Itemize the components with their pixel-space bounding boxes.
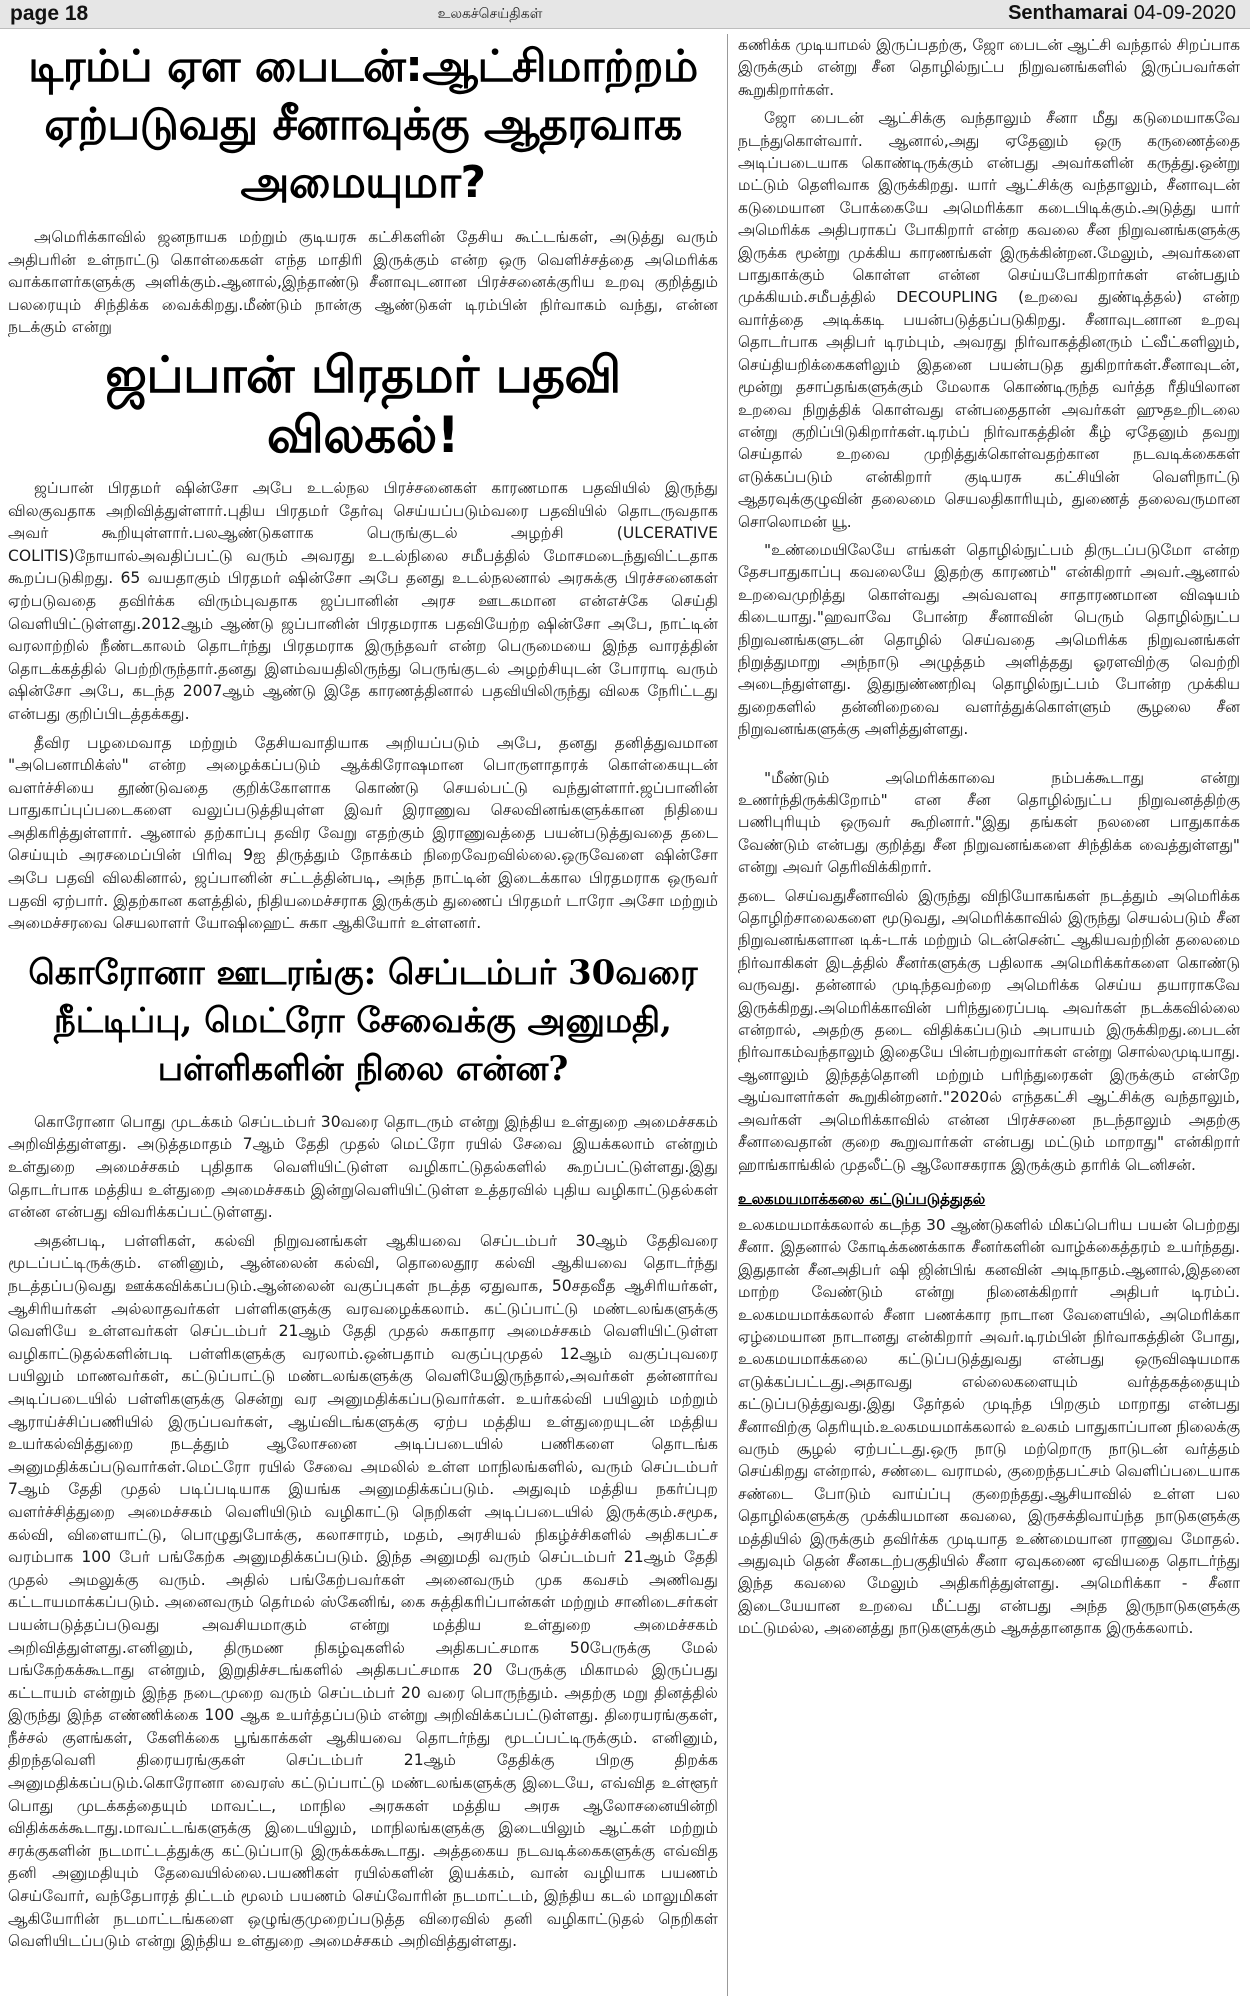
right-column xyxy=(738,34,1240,1994)
page-header xyxy=(0,0,1250,29)
page-number: page 18 xyxy=(10,2,89,25)
article2-headline: ஜப்பான் பிரதமர் பதவி விலகல்! xyxy=(105,345,621,464)
article2-paragraph-2: தீவிர பழமைவாத மற்றும் தேசியவாதியாக அறியப்படும் அபே, தனது தனித்துவமான "அபெனாமிக்ஸ்" என்ற அழைக்கப்படும் ஆக்கிரோஷமான பொருளாதாரக் கொள்கையுடன் வளர்ச்சியை தூண்டுவதை குறிக்கோளாக கொண்டு செயல்பட்டு வந்துள்ளார்.ஜப்பானின் பாதுகாப்புப்படைகளை வலுப்படுத்தியுள்ள இவர் இராணுவ செலவினங்களுக்கான நிதியை அதிகரித்துள்ளார். ஆனால் தற்காப்பு தவிர வேறு எதற்கும் இராணுவத்தை பயன்படுத்துவதை தடை செய்யும் அரசமைப்பின் பிரிவு 9ஐ திருத்தும் நோக்கம் நிறைவேறவில்லை.ஒருவேளை ஷின்சோ அபே பதவி விலகினால், ஜப்பானின் சட்டத்தின்படி, அந்த நாட்டின் இடைக்கால பிரதமராக ஒருவர் பதவி ஏற்பார். இதற்கான களத்தில், நிதியமைச்சராக இருக்கும் துணைப் பிரதமர் டாரோ அசோ மற்றும் அமைச்சரவை செயலாளர் யோஷிஹைட் சுகா ஆகியோர் உள்ளனர். xyxy=(8,733,718,933)
article3-paragraph-1: கொரோனா பொது முடக்கம் செப்டம்பர் 30வரை தொடரும் என்று இந்திய உள்துறை அமைச்சகம் அறிவித்துள்ளது. அடுத்தமாதம் 7ஆம் தேதி முதல் மெட்ரோ ரயில் சேவை இயக்கலாம் என்றும் உள்துறை அமைச்சகம் புதிதாக வெளியிட்டுள்ள வழிகாட்டுதல்களில் கூறப்பட்டுள்ளது.இது தொடர்பாக மத்திய உள்துறை அமைச்சகம் இன்றுவெளியிட்டுள்ள உத்தரவில் புதிய வழிகாட்டுதல்கள் என்ன என்பது விவரிக்கப்பட்டுள்ளது. xyxy=(8,1112,718,1222)
article3-headline: கொரோனா ஊடரங்கு: செப்டம்பர் 30வரை நீட்டிப்பு, மெட்ரோ சேவைக்கு அனுமதி, பள்ளிகளின் நிலை என்ன? xyxy=(28,952,698,1089)
left-column xyxy=(8,36,718,1994)
issue-date: 04-09-2020 xyxy=(1133,2,1236,24)
section-title: உலகச்செய்திகள் xyxy=(437,6,543,22)
column-divider xyxy=(727,34,728,1996)
article2-paragraph-1: ஜப்பான் பிரதமர் ஷின்சோ அபே உடல்நல பிரச்சனைகள் காரணமாக பதவியில் இருந்து விலகுவதாக அறிவித்துள்ளார்.புதிய பிரதமர் தேர்வு செய்யப்படும்வரை பதவியில் தொடருவதாக அவர் கூறியுள்ளார்.பலஆண்டுகளாக பெருங்குடல் அழற்சி (ULCERATIVE COLITIS)நோயால்அவதிப்பட்டு வரும் அவரது உடல்நிலை சமீபத்தில் மோசமடைந்துவிட்டதாக கூறப்படுகிறது. 65 வயதாகும் பிரதமர் ஷின்சோ அபே தனது உடல்நலனால் அரசுக்கு பிரச்சனைகள் ஏற்படுவதை தவிர்க்க விரும்புவதாக ஜப்பானின் அரச ஊடகமான என்எச்கே செய்தி வெளியிட்டுள்ளது.2012ஆம் ஆண்டு ஜப்பானின் பிரதமராக பதவியேற்ற ஷின்சோ அபே, நாட்டின் வரலாற்றில் நீண்டகாலம் தொடர்ந்து பிரதமராக இருந்தவர் என்ற பெருமையை இந்த வாரத்தின் தொடக்கத்தில் பெற்றிருந்தார்.தனது இளம்வயதிலிருந்து பெருங்குடல் அழற்சியுடன் போராடி வரும் ஷின்சோ அபே, கடந்த 2007ஆம் ஆண்டு இதே காரணத்தினால் பதவியிலிருந்து விலக நேரிட்டது என்பது குறிப்பிடத்தக்கது. xyxy=(8,478,718,723)
article1-continued-2: ஜோ பைடன் ஆட்சிக்கு வந்தாலும் சீனா மீது கடுமையாகவே நடந்துகொள்வார். ஆனால்,அது ஏதேனும் ஒரு கருணைத்தை அடிப்படையாக கொண்டிருக்கும் என்பது அவர்களின் கருத்து.ஒன்று மட்டும் தெளிவாக இருக்கிறது. யார் ஆட்சிக்கு வந்தாலும், சீனாவுடன் கடுமையான போக்கையே அமெரிக்கா கடைபிடிக்கும்.அடுத்து யார் அமெரிக்க அதிபராகப் போகிறார் என்ற கவலை சீன நிறுவனங்களுக்கு இருக்க மூன்று முக்கிய காரணங்கள் இருக்கின்றன.மேலும், அவர்களை பாதுகாக்கும் கொள்ள என்ன செய்யபோகிறார்கள் என்பதும் முக்கியம்.சமீபத்தில் DECOUPLING (உறவை துண்டித்தல்) என்ற வார்த்தை அடிக்கடி பயன்படுத்தப்படுகிறது. சீனாவுடனான உறவு தொடர்பாக அதிபர் டிரம்பும், அவரது நிர்வாகத்தினரும் ட்வீட்களிலும், செய்தியறிக்கைகளிலும் இதனை பயன்படுத துகிறார்கள்.சீனாவுடன், மூன்று தசாப்தங்களுக்கும் மேலாக கொண்டிருந்த வர்த்த ரீதியிலான உறவை நிறுத்திக் கொள்வது என்பதைதான் அவர்கள் ஹுதஉறிடலை என்று குறிப்பிடுகிறார்கள்.டிரம்ப் நிர்வாகத்தின் கீழ் ஏதேனும் தவறு செய்தால் உறவை முறித்துக்கொள்வதற்கான நடவடிக்கைகள் எடுக்கப்படும் என்கிறார் குடியரசு கட்சியின் வெளிநாட்டு ஆதரவுக்குழுவின் தலைமை செயலதிகாரியும், துணைத் தலைவருமான சொலொமன் யூ. xyxy=(738,109,1240,531)
article1-continued-3: "உண்மையிலேயே எங்கள் தொழில்நுட்பம் திருடப்படுமோ என்ற தேசபாதுகாப்பு கவலையே இதற்கு காரணம்" என்கிறார் அவர்.ஆனால் உறவைமுறித்து கொள்வது அவ்வளவு சாதாரணமான விஷயம் கிடையாது."ஹவாவே போன்ற சீனாவின் பெரும் தொழில்நுட்ப நிறுவனங்களுடன் தொழில் செய்வதை அமெரிக்க நிறுவனங்கள் நிறுத்துமாறு அந்நாடு அழுத்தம் அளித்தது ஓரளவிற்கு வெற்றி அடைந்துள்ளது. இதுநுண்ணறிவு தொழில்நுட்பம் போன்ற முக்கிய துறைகளில் தன்னிறைவை வளர்த்துக்கொள்ளும் சூழலை சீன நிறுவனங்களுக்கு அளித்துள்ளது. xyxy=(738,540,1240,739)
article1-subheading: உலகமயமாக்கலை கட்டுப்படுத்துதல் xyxy=(738,1189,986,1208)
publication-name: Senthamarai xyxy=(1008,2,1129,24)
article1-paragraph-1: அமெரிக்காவில் ஜனநாயக மற்றும் குடியரசு கட்சிகளின் தேசிய கூட்டங்கள், அடுத்து வரும் அதிபரின் உள்நாட்டு கொள்கைகள் எந்த மாதிரி இருக்கும் என்ற ஒரு வெளிச்சத்தை அமெரிக்க வாக்காளர்களுக்கு அளிக்கும்.ஆனால்,இந்தாண்டு சீனாவுடனான பிரச்சனைக்குரிய உறவு குறித்தும் பலரையும் சிந்திக்க வைக்கிறது.மீண்டும் நான்கு ஆண்டுகள் டிரம்பின் நிர்வாகம் வந்து, என்ன நடக்கும் என்று xyxy=(8,228,718,337)
article1-sub-paragraph-1: உலகமயமாக்கலால் கடந்த 30 ஆண்டுகளில் மிகப்பெரிய பயன் பெற்றது சீனா. இதனால் கோடிக்கணக்காக சீனர்களின் வாழ்க்கைத்தரம் உயர்ந்தது. இதுதான் சீனஅதிபர் ஷி ஜின்பிங் கனவின் அடிநாதம்.ஆனால்,இதனை மாற்ற வேண்டும் என்று நினைக்கிறார் அதிபர் டிரம்ப். உலகமயமாக்கலால் சீனா பணக்கார நாடான வேளையில், அமெரிக்கா ஏழ்மையான நாடானது என்கிறார் அவர்.டிரம்பின் நிர்வாகத்தின் போது, உலகமயமாக்கலை கட்டுப்படுத்துவது என்பது ஒருவிஷயமாக எடுக்கப்பட்டது.அதாவது எல்லைகளையும் வர்த்தகத்தையும் கட்டுப்படுத்துவது.இது தேர்தல் முடிந்த பிறகும் மாறாது என்பது சீனாவிற்கு தெரியும்.உலகமயமாக்கலால் உலகம் பாதுகாப்பான நிலைக்கு வரும் சூழல் ஏற்பட்டது.ஒரு நாடு மற்றொரு நாடுடன் வர்த்தம் செய்கிறது என்றால், சண்டை வராமல், குறைந்தபட்சம் வெளிப்படையாக சண்டை போடும் வாய்ப்பு குறைந்தது.ஆசியாவில் உள்ள பல தொழில்களுக்கு முக்கியமான கவலை, இருசக்திவாய்ந்த நாடுகளுக்கு மத்தியில் இருக்கும் தவிர்க்க முடியாத உண்மையான ராணுவ மோதல். அதுவும் தென் சீனகடற்பகுதியில் சீனா ஏவுகணை ஏவியதை தொடர்ந்து இந்த கவலை மேலும் அதிகரித்துள்ளது. அமெரிக்கா - சீனா இடையேயான உறவை மீட்பது என்பது அந்த இருநாடுகளுக்கு மட்டுமல்ல, அனைத்து நாடுகளுக்கும் ஆசுத்தானதாக இருக்கலாம். xyxy=(738,1215,1240,1638)
article1-headline: டிரம்ப் ஏள பைடன்:ஆட்சிமாற்றம் ஏற்படுவது சீனாவுக்கு ஆதரவாக அமையுமா? xyxy=(28,41,698,208)
paragraph-gap xyxy=(738,747,1240,767)
masthead-date xyxy=(1008,2,1236,25)
article1-continued-1: கணிக்க முடியாமல் இருப்பதற்கு, ஜோ பைடன் ஆட்சி வந்தால் சிறப்பாக இருக்கும் என்று சீன தொழில்நுட்ப நிறுவனங்களில் இருப்பவர்கள் கூறுகிறார்கள். xyxy=(738,36,1240,99)
article3-paragraph-2: அதன்படி, பள்ளிகள், கல்வி நிறுவனங்கள் ஆகியவை செப்டம்பர் 30ஆம் தேதிவரை மூடப்பட்டிருக்கும். எனினும், ஆன்லைன் கல்வி, தொலைதூர கல்வி ஆகியவை தொடர்ந்து நடத்தப்படுவது ஊக்கவிக்கப்படும்.ஆன்லைன் வகுப்புகள் நடத்த ஏதுவாக, 50சதவீத ஆசிரியர்கள், ஆசிரியர்கள் அல்லாதவர்கள் பள்ளிகளுக்கு வரவழைக்கலாம். கட்டுப்பாட்டு மண்டலங்களுக்கு வெளியே உள்ளவர்கள் செப்டம்பர் 21ஆம் தேதி முதல் சுகாதார அமைச்சகம் வெளியிட்டுள்ள வழிகாட்டுதல்களின்படி பள்ளிகளுக்கு வரலாம்.ஒன்பதாம் வகுப்புமுதல் 12ஆம் வகுப்புவரை பயிலும் மாணவர்கள், கட்டுப்பாட்டு மண்டலங்களுக்கு வெளியேஇருந்தால்,அவர்கள் தன்னார்வ அடிப்படையில் பள்ளிகளுக்கு சென்று வர அனுமதிக்கப்படுவார்கள். உயர்கல்வி பயிலும் மற்றும் ஆராய்ச்சிப்பணியில் இருப்பவர்கள், ஆய்விடங்களுக்கு ஏற்ப மத்திய உள்துறையுடன் மத்திய உயர்கல்வித்துறை நடத்தும் ஆலோசனை அடிப்படையில் பணிகளை தொடங்க அனுமதிக்கப்படுவார்கள்.மெட்ரோ ரயில் சேவை அமலில் உள்ள மாநிலங்களில், வரும் செப்டம்பர் 7ஆம் தேதி முதல் படிப்படியாக இயங்க அனுமதிக்கப்படும். அதுவும் மத்திய நகர்ப்புற வளர்ச்சித்துறை அமைச்சகம் வெளியிடும் வழிகாட்டு நெறிகள் அடிப்படையில் இருக்கும்.சமூக, கல்வி, விளையாட்டு, பொழுதுபோக்கு, கலாசாரம், மதம், அரசியல் நிகழ்ச்சிகளில் அதிகபட்ச வரம்பாக 100 பேர் பங்கேற்க அனுமதிக்கப்படும். இந்த அனுமதி வரும் செப்டம்பர் 21ஆம் தேதி முதல் அமலுக்கு வரும். அதில் பங்கேற்பவர்கள் அனைவரும் முக கவசம் அணிவது கட்டாயமாக்கப்படும். அனைவரும் தெர்மல் ஸ்கேனிங், கை சுத்திகரிப்பான்கள் மற்றும் சானிடைசர்கள் பயன்படுத்தப்படுவது அவசியமாகும் என்று மத்திய உள்துறை அமைச்சகம் அறிவித்துள்ளது.எனினும், திருமண நிகழ்வுகளில் அதிகபட்சமாக 50பேருக்கு மேல் பங்கேற்கக்கூடாது என்றும், இறுதிச்சடங்களில் அதிகபட்சமாக 20 பேருக்கு மிகாமல் இருப்பது கட்டாயம் என்றும் இந்த நடைமுறை வரும் செப்டம்பர் 20 வரை பொருந்தும். அதற்கு மறு தினத்தில் இருந்து இந்த எண்ணிக்கை 100 ஆக உயர்த்தப்படும் என்று அறிவிக்கப்பட்டுள்ளது. திரையரங்குகள், நீச்சல் குளங்கள், கேளிக்கை பூங்காக்கள் ஆகியவை தொடர்ந்து மூடப்பட்டிருக்கும். எனினும், திறந்தவெளி திரையரங்குகள் செப்டம்பர் 21ஆம் தேதிக்கு பிறகு திறக்க அனுமதிக்கப்படும்.கொரோனா வைரஸ் கட்டுப்பாட்டு மண்டலங்களுக்கு இடையே, எவ்வித உள்ளூர் பொது முடக்கத்தையும் மாவட்ட, மாநில அரசுகள் மத்திய அரசு ஆலோசனையின்றி விதிக்கக்கூடாது.மாவட்டங்களுக்கு இடையிலும், மாநிலங்களுக்கு இடையிலும் ஆட்கள் மற்றும் சரக்குகளின் நடமாட்டத்துக்கு கட்டுப்பாடு இருக்கக்கூடாது. அத்தகைய நடவடிக்கைகளுக்கு எவ்வித தனி அனுமதியும் தேவையில்லை.பயணிகள் ரயில்களின் இயக்கம், வான் வழியாக பயணம் செய்வோர், வந்தேபாரத் திட்டம் மூலம் பயணம் செய்வோரின் நடமாட்டம், இந்திய கடல் மாலுமிகள் ஆகியோரின் நடமாட்டங்களை ஒழுங்குமுறைப்படுத்த விரைவில் தனி வழிகாட்டுதல் நெறிகள் வெளியிடப்படும் என்று இந்திய உள்துறை அமைச்சகம் அறிவித்துள்ளது. xyxy=(8,1231,718,1951)
article1-continued-5: தடை செய்வதுசீனாவில் இருந்து விநியோகங்கள் நடத்தும் அமெரிக்க தொழிற்சாலைகளை மூடுவது, அமெரிக்காவில் இருந்து செயல்படும் சீன நிறுவனங்களான டிக்-டாக் மற்றும் டென்சென்ட் ஆகியவற்றின் தலைமை நிர்வாகிகள் இடத்தில் சீனர்களுக்கு பதிலாக அமெரிக்கர்களை கொண்டு வருவது. தன்னால் முடிந்தவற்றை அமெரிக்க செய்ய தயாராகவே இருக்கிறது.அமெரிக்காவின் பரிந்துரைப்படி அவர்கள் நடக்கவில்லை என்றால், அதற்கு தடை விதிக்கப்படும் அபாயம் இருக்கிறது.பைடன் நிர்வாகம்வந்தாலும் இதையே பின்பற்றுவார்கள் என்று சொல்லமுடியாது. ஆனாலும் இந்தத்தொனி மற்றும் பரிந்துரைகள் இருக்கும் என்றே ஆய்வாளர்கள் கூறுகின்றனர்."2020ல் எந்தகட்சி ஆட்சிக்கு வந்தாலும், அவர்கள் அமெரிக்காவில் என்ன பிரச்சனை நடந்தாலும் அதற்கு சீனாவைதான் குறை கூறுவார்கள் என்பது மட்டும் மாறாது" என்கிறார் ஹாங்காங்கில் முதலீட்டு ஆலோசகராக இருக்கும் தாரிக் டெனிசன். xyxy=(738,886,1240,1174)
article1-continued-4: "மீண்டும் அமெரிக்காவை நம்பக்கூடாது என்று உணர்ந்திருக்கிறோம்" என சீன தொழில்நுட்ப நிறுவனத்திற்கு பணிபுரியும் ஒருவர் கூறினார்."இது தங்கள் நலனை பாதுகாக்க வேண்டும் என்பது குறித்து சீன நிறுவனங்களை சிந்திக்க வைத்துள்ளது" என்று அவர் தெரிவிக்கிறார். xyxy=(738,768,1240,877)
